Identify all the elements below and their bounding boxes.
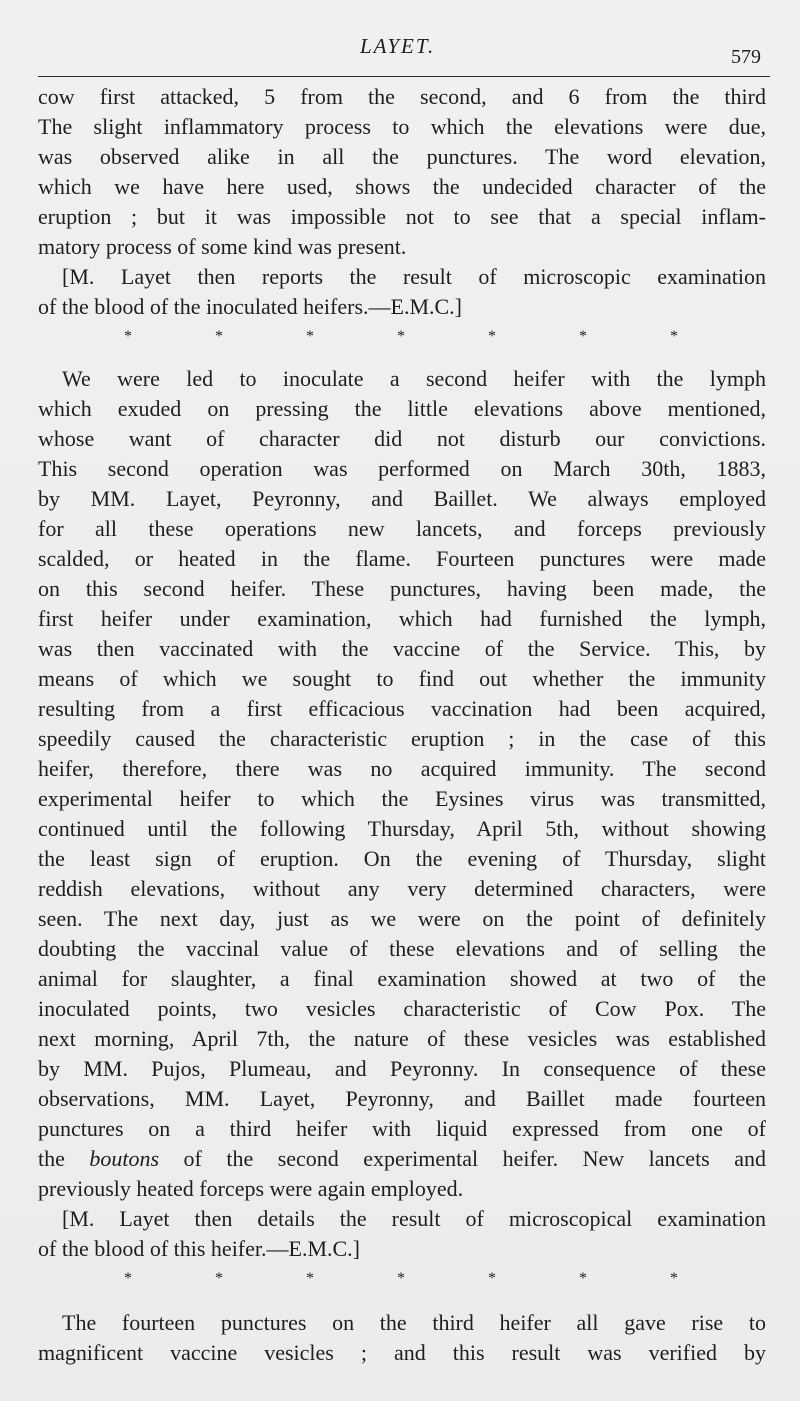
asterisk: *	[215, 328, 223, 345]
section-separator-1	[38, 322, 766, 352]
text-line: resulting from a first efficacious vaccination had been acquired,	[38, 696, 766, 721]
text-line: speedily caused the characteristic eruption ; in the case of this	[38, 726, 766, 751]
asterisk: *	[670, 328, 678, 345]
text-line: The fourteen punctures on the third heifer all gave rise to	[62, 1310, 766, 1335]
text-line: We were led to inoculate a second heifer with the lymph	[62, 366, 766, 391]
text-line	[38, 1144, 766, 1174]
text-line: on this second heifer. These punctures, having been made, the	[38, 576, 766, 601]
text-line: scalded, or heated in the flame. Fourteen punctures were made	[38, 546, 766, 571]
section-separator-2	[38, 1264, 766, 1294]
text-line: doubting the vaccinal value of these elevations and of selling the	[38, 936, 766, 961]
text-line: the least sign of eruption. On the evening of Thursday, slight	[38, 846, 766, 871]
spacer	[38, 1294, 766, 1308]
text-line: means of which we sought to find out whether the immunity	[38, 666, 766, 691]
paragraph-3	[38, 1308, 766, 1368]
text-line: matory process of some kind was present.	[38, 234, 407, 259]
asterisk: *	[670, 1270, 678, 1287]
text-line: This second operation was performed on March 30th, 1883,	[38, 456, 766, 481]
running-title: LAYET.	[360, 34, 436, 58]
text-line: [M. Layet then reports the result of microscopic examination	[62, 264, 766, 289]
text-line: cow first attacked, 5 from the second, and 6 from the third	[38, 84, 766, 109]
text-line: which we have here used, shows the undecided character of the	[38, 174, 766, 199]
editor-note-2	[38, 1204, 766, 1264]
text-line: continued until the following Thursday, April 5th, without showing	[38, 816, 766, 841]
text-line: heifer, therefore, there was no acquired immunity. The second	[38, 756, 766, 781]
text-line: animal for slaughter, a final examination showed at two of the	[38, 966, 766, 991]
text-line: of the blood of the inoculated heifers.—E.M.C.]	[38, 294, 463, 319]
body-text	[38, 82, 766, 1368]
spacer	[38, 352, 766, 364]
paragraph-1	[38, 82, 766, 262]
text-line: punctures on a third heifer with liquid expressed from one of	[38, 1116, 766, 1141]
text-line: reddish elevations, without any very determined characters, were	[38, 876, 766, 901]
text-line: eruption ; but it was impossible not to see that a special inflam-	[38, 204, 766, 229]
asterisk: *	[488, 1270, 496, 1287]
text-line: for all these operations new lancets, and forceps previously	[38, 516, 766, 541]
text-line: seen. The next day, just as we were on the point of definitely	[38, 906, 766, 931]
italic-term: boutons	[89, 1146, 160, 1171]
text-line: first heifer under examination, which had furnished the lymph,	[38, 606, 766, 631]
text-line: magnificent vaccine vesicles ; and this result was verified by	[38, 1340, 766, 1365]
text-line: inoculated points, two vesicles characteristic of Cow Pox. The	[38, 996, 766, 1021]
text-line: by MM. Layet, Peyronny, and Baillet. We always employed	[38, 486, 766, 511]
asterisk: *	[124, 328, 132, 345]
text-line: previously heated forceps were again employed.	[38, 1176, 464, 1201]
paragraph-2	[38, 364, 766, 1204]
asterisk: *	[579, 328, 587, 345]
text-line: which exuded on pressing the little elevations above mentioned,	[38, 396, 766, 421]
asterisk: *	[306, 328, 314, 345]
page-header	[0, 26, 800, 66]
line-segment: the	[38, 1146, 90, 1171]
text-line: was observed alike in all the punctures. The word elevation,	[38, 144, 766, 169]
asterisk: *	[397, 328, 405, 345]
text-line: observations, MM. Layet, Peyronny, and Baillet made fourteen	[38, 1086, 766, 1111]
asterisk: *	[215, 1270, 223, 1287]
text-line: was then vaccinated with the vaccine of the Service. This, by	[38, 636, 766, 661]
asterisk: *	[488, 328, 496, 345]
header-rule	[38, 76, 770, 77]
text-line: experimental heifer to which the Eysines virus was transmitted,	[38, 786, 766, 811]
text-line: whose want of character did not disturb our convictions.	[38, 426, 766, 451]
text-line: The slight inflammatory process to which the elevations were due,	[38, 114, 766, 139]
text-line: [M. Layet then details the result of microscopical examination	[62, 1206, 766, 1231]
text-line: by MM. Pujos, Plumeau, and Peyronny. In consequence of these	[38, 1056, 766, 1081]
asterisk: *	[124, 1270, 132, 1287]
asterisk: *	[579, 1270, 587, 1287]
asterisk: *	[397, 1270, 405, 1287]
editor-note-1	[38, 262, 766, 322]
text-line: next morning, April 7th, the nature of these vesicles was established	[38, 1026, 766, 1051]
line-segment: of the second experimental heifer. New lancets and	[159, 1146, 766, 1171]
text-line: of the blood of this heifer.—E.M.C.]	[38, 1236, 361, 1261]
asterisk: *	[306, 1270, 314, 1287]
page-number: 579	[731, 46, 761, 68]
